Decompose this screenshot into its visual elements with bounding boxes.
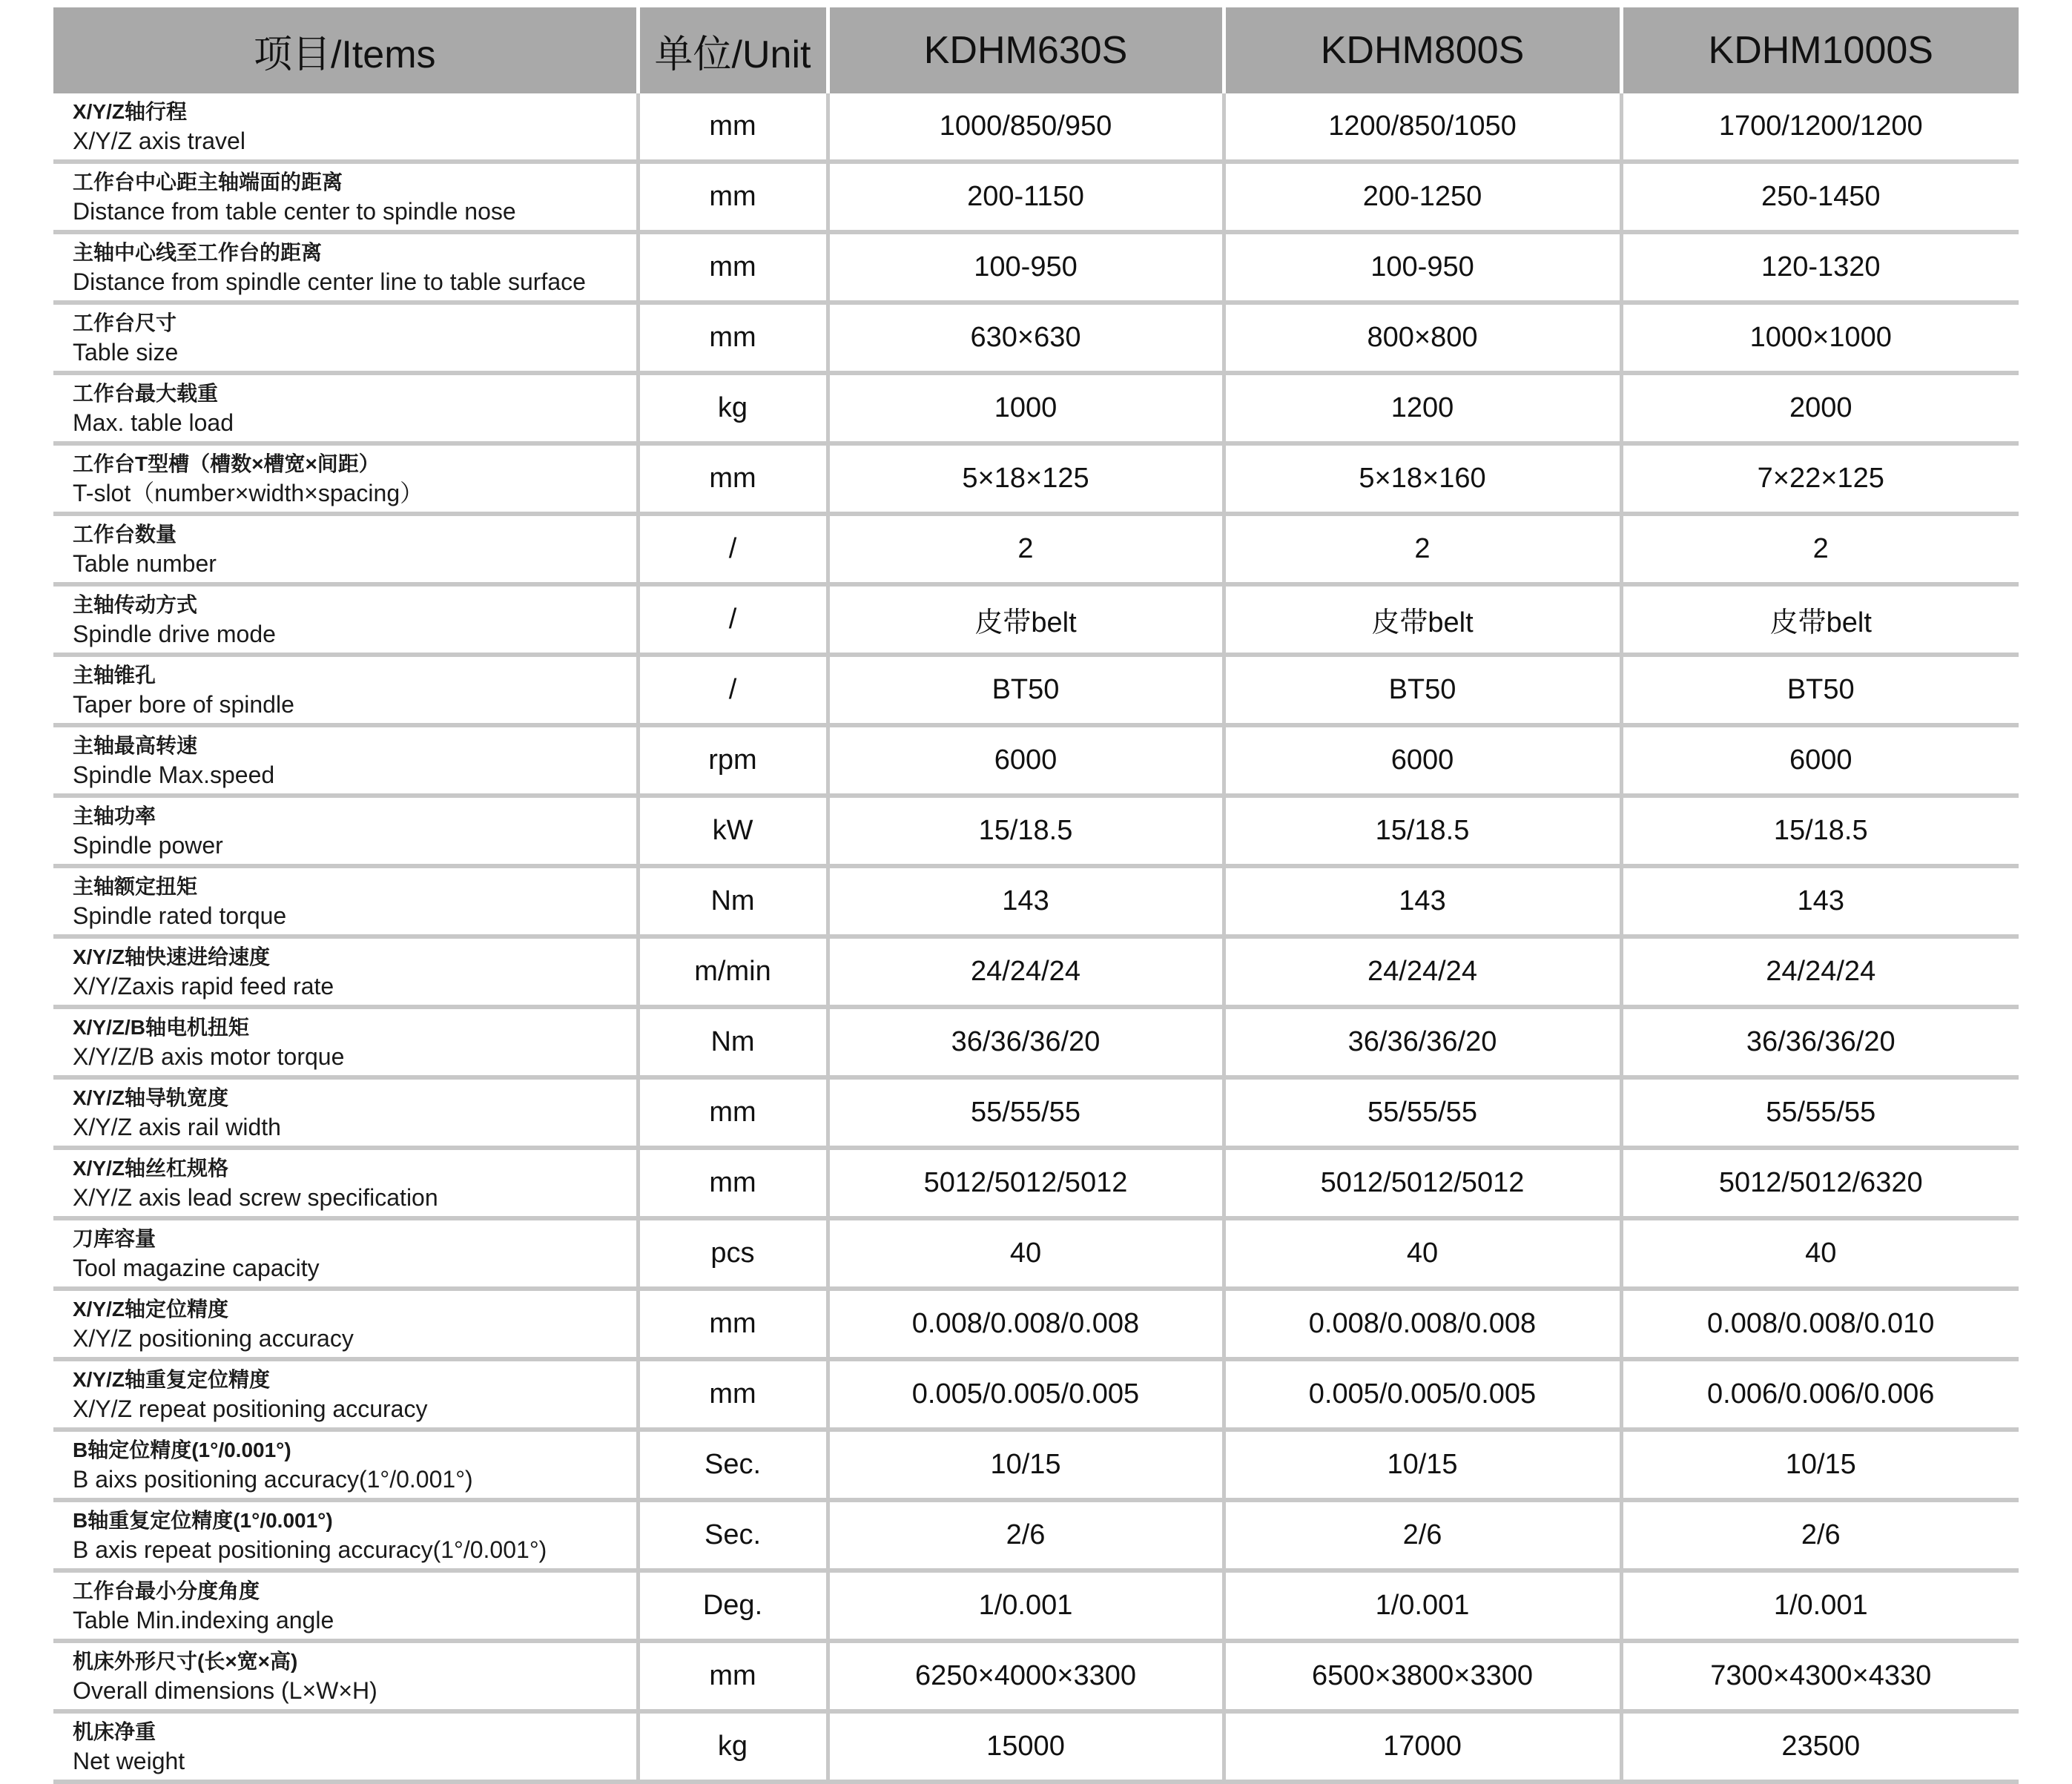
value-cell: BT50 [1621, 655, 2019, 725]
unit-cell: mm [638, 93, 828, 162]
item-name-en: X/Y/Z positioning accuracy [73, 1324, 354, 1352]
value-cell: 皮带belt [1621, 584, 2019, 655]
unit-cell: kg [638, 1711, 828, 1782]
table-row [53, 1007, 2019, 1077]
table-row [53, 1500, 2019, 1570]
unit-cell: / [638, 655, 828, 725]
value-cell: 2000 [1621, 373, 2019, 443]
value-cell: 55/55/55 [1224, 1077, 1621, 1148]
table-row [53, 303, 2019, 373]
unit-cell: kW [638, 796, 828, 866]
value-cell: 1000 [828, 373, 1224, 443]
item-name-cn: 工作台最大载重 [73, 381, 219, 405]
value-cell: 1200 [1224, 373, 1621, 443]
item-name-cn: 工作台最小分度角度 [73, 1579, 260, 1602]
item-cell [53, 162, 638, 232]
item-cell [53, 373, 638, 443]
table-row [53, 1359, 2019, 1430]
item-cell [53, 1289, 638, 1359]
item-name-en: Table number [73, 549, 217, 577]
table-row [53, 725, 2019, 796]
table-row [53, 1289, 2019, 1359]
unit-cell: mm [638, 1289, 828, 1359]
value-cell: 15/18.5 [1224, 796, 1621, 866]
item-name-en: Taper bore of spindle [73, 690, 294, 718]
table-row [53, 443, 2019, 514]
value-cell: 7300×4300×4330 [1621, 1641, 2019, 1711]
table-row [53, 1430, 2019, 1500]
item-name-en: X/Y/Z axis travel [73, 127, 245, 154]
value-cell: 24/24/24 [828, 936, 1224, 1007]
header-row [53, 7, 2019, 93]
item-name-en: Table Min.indexing angle [73, 1606, 334, 1633]
table-row [53, 1077, 2019, 1148]
spec-table [53, 7, 2019, 1784]
item-name-cn: 工作台尺寸 [73, 311, 177, 334]
item-name-en: X/Y/Z axis rail width [73, 1113, 281, 1140]
item-cell [53, 93, 638, 162]
table-row [53, 866, 2019, 936]
item-name-en: T-slot（number×width×spacing） [73, 479, 424, 506]
item-cell [53, 584, 638, 655]
item-name-cn: B轴重复定位精度(1°/0.001°) [73, 1508, 333, 1532]
value-cell: 5×18×160 [1224, 443, 1621, 514]
value-cell: 1/0.001 [1224, 1570, 1621, 1641]
value-cell: 200-1150 [828, 162, 1224, 232]
value-cell: 1000/850/950 [828, 93, 1224, 162]
item-name-cn: X/Y/Z轴重复定位精度 [73, 1367, 271, 1391]
value-cell: 皮带belt [828, 584, 1224, 655]
unit-cell: Deg. [638, 1570, 828, 1641]
table-row [53, 162, 2019, 232]
item-name-cn: 机床净重 [73, 1719, 156, 1743]
value-cell: 100-950 [828, 232, 1224, 303]
item-name-cn: 主轴中心线至工作台的距离 [73, 240, 323, 264]
item-name-en: Table size [73, 338, 179, 366]
item-cell [53, 725, 638, 796]
item-name-en: Distance from table center to spindle nose [73, 197, 516, 225]
unit-cell: / [638, 584, 828, 655]
unit-cell: / [638, 514, 828, 584]
table-row [53, 1570, 2019, 1641]
item-name-en: Overall dimensions (L×W×H) [73, 1676, 377, 1704]
item-name-en: X/Y/Zaxis rapid feed rate [73, 972, 334, 1000]
value-cell: 40 [1224, 1218, 1621, 1289]
table-row [53, 1148, 2019, 1218]
value-cell: 1/0.001 [828, 1570, 1224, 1641]
item-name-en: X/Y/Z/B axis motor torque [73, 1043, 345, 1070]
value-cell: 100-950 [1224, 232, 1621, 303]
value-cell: 55/55/55 [828, 1077, 1224, 1148]
value-cell: 1000×1000 [1621, 303, 2019, 373]
item-name-cn: 主轴传动方式 [73, 592, 198, 616]
item-name-cn: X/Y/Z轴行程 [73, 99, 188, 123]
unit-cell: m/min [638, 936, 828, 1007]
item-cell [53, 866, 638, 936]
item-name-cn: 主轴锥孔 [73, 663, 156, 687]
header-model: KDHM1000S [1621, 7, 2019, 93]
item-cell [53, 232, 638, 303]
item-name-en: Spindle rated torque [73, 902, 287, 929]
value-cell: 5012/5012/5012 [828, 1148, 1224, 1218]
item-name-cn: X/Y/Z轴丝杠规格 [73, 1156, 229, 1180]
value-cell: 0.008/0.008/0.008 [828, 1289, 1224, 1359]
table-row [53, 232, 2019, 303]
item-name-cn: 刀库容量 [73, 1226, 156, 1250]
header-model: KDHM630S [828, 7, 1224, 93]
item-name-en: X/Y/Z axis lead screw specification [73, 1183, 438, 1211]
item-cell [53, 655, 638, 725]
table-row [53, 655, 2019, 725]
item-cell [53, 796, 638, 866]
item-name-en: B aixs positioning accuracy(1°/0.001°) [73, 1465, 473, 1493]
table-row [53, 373, 2019, 443]
value-cell: 5012/5012/5012 [1224, 1148, 1621, 1218]
table-row [53, 796, 2019, 866]
value-cell: 2/6 [1224, 1500, 1621, 1570]
item-cell [53, 1077, 638, 1148]
value-cell: 23500 [1621, 1711, 2019, 1782]
unit-cell: mm [638, 1641, 828, 1711]
value-cell: 6250×4000×3300 [828, 1641, 1224, 1711]
unit-cell: mm [638, 303, 828, 373]
value-cell: 15000 [828, 1711, 1224, 1782]
item-name-cn: X/Y/Z轴导轨宽度 [73, 1086, 229, 1109]
value-cell: 0.005/0.005/0.005 [1224, 1359, 1621, 1430]
item-cell [53, 514, 638, 584]
item-cell [53, 1570, 638, 1641]
value-cell: 1/0.001 [1621, 1570, 2019, 1641]
value-cell: 皮带belt [1224, 584, 1621, 655]
value-cell: 0.005/0.005/0.005 [828, 1359, 1224, 1430]
table-row [53, 1711, 2019, 1782]
table-row [53, 93, 2019, 162]
value-cell: 200-1250 [1224, 162, 1621, 232]
unit-cell: pcs [638, 1218, 828, 1289]
table-row [53, 1641, 2019, 1711]
value-cell: BT50 [828, 655, 1224, 725]
unit-cell: mm [638, 162, 828, 232]
item-name-cn: B轴定位精度(1°/0.001°) [73, 1438, 291, 1461]
item-cell [53, 1218, 638, 1289]
table-header [53, 7, 2019, 93]
item-name-cn: 工作台T型槽（槽数×槽宽×间距） [73, 452, 380, 475]
item-cell [53, 1148, 638, 1218]
value-cell: 0.008/0.008/0.010 [1621, 1289, 2019, 1359]
unit-cell: mm [638, 1359, 828, 1430]
value-cell: 2 [1224, 514, 1621, 584]
value-cell: 6000 [1224, 725, 1621, 796]
value-cell: 5×18×125 [828, 443, 1224, 514]
value-cell: 36/36/36/20 [1621, 1007, 2019, 1077]
item-name-cn: X/Y/Z/B轴电机扭矩 [73, 1015, 250, 1039]
value-cell: 120-1320 [1621, 232, 2019, 303]
unit-cell: mm [638, 232, 828, 303]
item-name-en: X/Y/Z repeat positioning accuracy [73, 1395, 428, 1422]
value-cell: 630×630 [828, 303, 1224, 373]
item-cell [53, 1007, 638, 1077]
unit-cell: mm [638, 443, 828, 514]
value-cell: 2/6 [1621, 1500, 2019, 1570]
item-name-cn: 工作台数量 [73, 522, 177, 546]
value-cell: 2 [1621, 514, 2019, 584]
item-name-en: Net weight [73, 1747, 185, 1774]
value-cell: 0.008/0.008/0.008 [1224, 1289, 1621, 1359]
item-name-cn: X/Y/Z轴快速进给速度 [73, 945, 271, 968]
unit-cell: Sec. [638, 1500, 828, 1570]
unit-cell: rpm [638, 725, 828, 796]
item-cell [53, 1359, 638, 1430]
value-cell: 5012/5012/6320 [1621, 1148, 2019, 1218]
value-cell: 7×22×125 [1621, 443, 2019, 514]
value-cell: 143 [1621, 866, 2019, 936]
item-name-cn: 主轴额定扭矩 [73, 874, 198, 898]
value-cell: 1700/1200/1200 [1621, 93, 2019, 162]
value-cell: 15/18.5 [828, 796, 1224, 866]
item-cell [53, 1711, 638, 1782]
header-unit: 单位/Unit [638, 7, 828, 93]
item-name-cn: 机床外形尺寸(长×宽×高) [73, 1649, 298, 1673]
value-cell: 143 [1224, 866, 1621, 936]
item-name-cn: 工作台中心距主轴端面的距离 [73, 170, 343, 194]
item-name-en: Spindle Max.speed [73, 761, 275, 788]
item-cell [53, 1430, 638, 1500]
value-cell: BT50 [1224, 655, 1621, 725]
item-cell [53, 1641, 638, 1711]
unit-cell: Nm [638, 866, 828, 936]
unit-cell: kg [638, 373, 828, 443]
item-name-en: B axis repeat positioning accuracy(1°/0.001°) [73, 1536, 547, 1563]
value-cell: 6000 [828, 725, 1224, 796]
value-cell: 24/24/24 [1224, 936, 1621, 1007]
value-cell: 17000 [1224, 1711, 1621, 1782]
value-cell: 800×800 [1224, 303, 1621, 373]
unit-cell: mm [638, 1148, 828, 1218]
value-cell: 40 [828, 1218, 1224, 1289]
table-row [53, 936, 2019, 1007]
header-items: 项目/Items [53, 7, 638, 93]
unit-cell: Nm [638, 1007, 828, 1077]
item-cell [53, 936, 638, 1007]
value-cell: 10/15 [1224, 1430, 1621, 1500]
value-cell: 36/36/36/20 [828, 1007, 1224, 1077]
table-body [53, 93, 2019, 1782]
value-cell: 24/24/24 [1621, 936, 2019, 1007]
value-cell: 15/18.5 [1621, 796, 2019, 866]
item-name-en: Tool magazine capacity [73, 1254, 320, 1281]
unit-cell: Sec. [638, 1430, 828, 1500]
table-row [53, 514, 2019, 584]
unit-cell: mm [638, 1077, 828, 1148]
value-cell: 6000 [1621, 725, 2019, 796]
item-name-en: Spindle power [73, 831, 223, 859]
value-cell: 2/6 [828, 1500, 1224, 1570]
value-cell: 40 [1621, 1218, 2019, 1289]
item-cell [53, 303, 638, 373]
value-cell: 10/15 [828, 1430, 1224, 1500]
value-cell: 55/55/55 [1621, 1077, 2019, 1148]
value-cell: 250-1450 [1621, 162, 2019, 232]
item-name-en: Spindle drive mode [73, 620, 276, 647]
table-row [53, 584, 2019, 655]
item-name-en: Max. table load [73, 409, 234, 436]
header-model: KDHM800S [1224, 7, 1621, 93]
item-name-en: Distance from spindle center line to table surface [73, 268, 586, 295]
table-row [53, 1218, 2019, 1289]
item-name-cn: 主轴功率 [73, 804, 156, 827]
item-name-cn: X/Y/Z轴定位精度 [73, 1297, 229, 1321]
item-cell [53, 1500, 638, 1570]
value-cell: 143 [828, 866, 1224, 936]
item-name-cn: 主轴最高转速 [73, 733, 198, 757]
value-cell: 1200/850/1050 [1224, 93, 1621, 162]
value-cell: 0.006/0.006/0.006 [1621, 1359, 2019, 1430]
value-cell: 6500×3800×3300 [1224, 1641, 1621, 1711]
item-cell [53, 443, 638, 514]
value-cell: 10/15 [1621, 1430, 2019, 1500]
value-cell: 36/36/36/20 [1224, 1007, 1621, 1077]
value-cell: 2 [828, 514, 1224, 584]
